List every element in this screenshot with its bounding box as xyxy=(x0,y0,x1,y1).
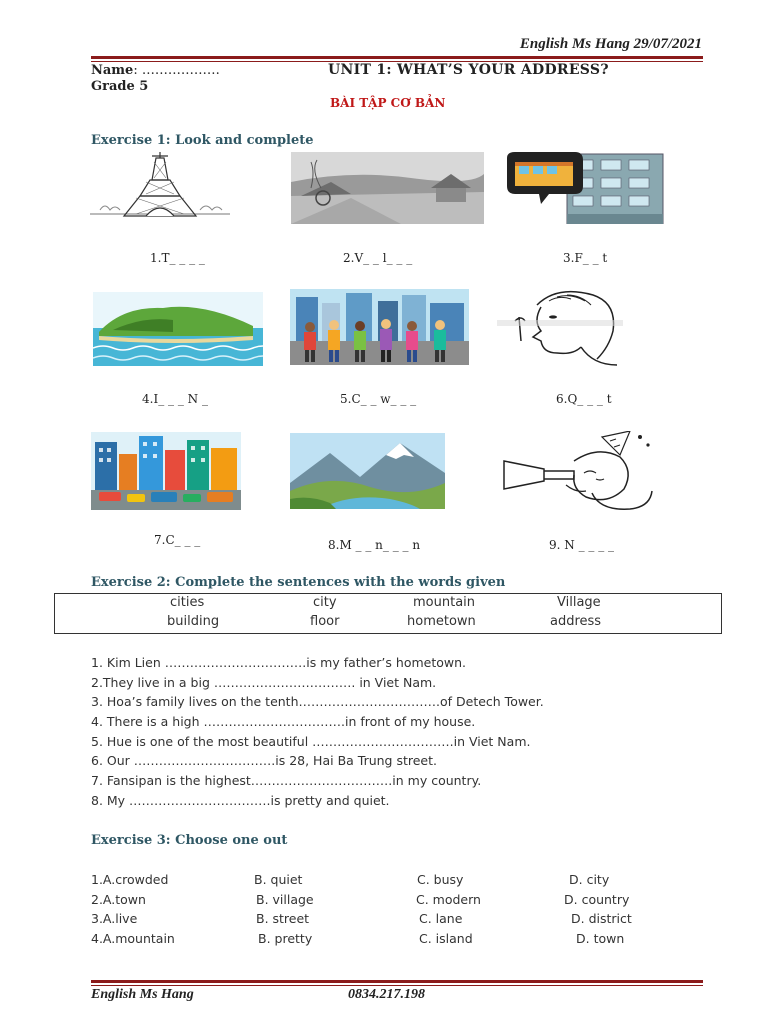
sentence-3: 3. Hoa’s family lives on the tenth…………………………….of Detech Tower. xyxy=(91,694,544,709)
footer-rule-thin xyxy=(91,985,703,986)
exercise1-heading: Exercise 1: Look and complete xyxy=(91,133,314,148)
sentence-4: 4. There is a high …………………………….in front of my house. xyxy=(91,714,476,729)
word-mountain: mountain xyxy=(413,595,476,610)
sentence-7: 7. Fansipan is the highest…………………………….in my country. xyxy=(91,773,482,788)
header-teacher-date: English Ms Hang 29/07/2021 xyxy=(519,36,702,52)
name-label: Name xyxy=(91,63,134,78)
ex3-row2-b: B. village xyxy=(256,892,314,907)
word-city: city xyxy=(313,595,337,610)
word-floor: floor xyxy=(310,614,340,629)
sentence-8: 8. My …………………………….is pretty and quiet. xyxy=(91,793,390,808)
word-box xyxy=(54,593,722,634)
word-hometown: hometown xyxy=(407,614,476,629)
sentence-6: 6. Our …………………………….is 28, Hai Ba Trung street. xyxy=(91,753,437,768)
name-dots: : ……………… xyxy=(133,63,220,78)
ex1-item-9: 9. N _ _ _ _ xyxy=(549,538,615,552)
island-image xyxy=(93,292,263,366)
subtitle: BÀI TẬP CƠ BẢN xyxy=(330,96,446,110)
word-cities: cities xyxy=(170,595,205,610)
footer-phone: 0834.217.198 xyxy=(348,987,425,1002)
ex3-row3-b: B. street xyxy=(256,911,310,926)
village-sketch-image xyxy=(291,152,484,224)
city-image xyxy=(91,432,241,510)
footer-rule-thick xyxy=(91,980,703,983)
ex1-item-6: 6.Q_ _ _ t xyxy=(556,392,612,406)
student-grade: Grade 5 xyxy=(91,79,149,94)
exercise2-heading: Exercise 2: Complete the sentences with the words given xyxy=(91,575,506,590)
ex1-item-5: 5.C_ _ w_ _ _ xyxy=(340,392,417,406)
building-flat-image xyxy=(503,152,665,224)
ex3-row4-d: D. town xyxy=(576,931,625,946)
unit-title: UNIT 1: WHAT’S YOUR ADDRESS? xyxy=(328,62,609,78)
ex3-row1-c: C. busy xyxy=(417,872,464,887)
header-rule-thick xyxy=(91,56,703,59)
word-address: address xyxy=(550,614,602,629)
quiet-girl-image xyxy=(497,287,623,367)
sentence-5: 5. Hue is one of the most beautiful …………………………….in Viet Nam. xyxy=(91,734,531,749)
ex3-row3-c: C. lane xyxy=(419,911,463,926)
ex1-item-7: 7.C_ _ _ xyxy=(154,533,201,547)
word-village: Village xyxy=(557,595,601,610)
exercise3-heading: Exercise 3: Choose one out xyxy=(91,833,288,848)
ex3-row2-d: D. country xyxy=(564,892,630,907)
ex3-row3-d: D. district xyxy=(571,911,632,926)
ex3-row4-a: 4.A.mountain xyxy=(91,931,175,946)
ex3-row2-c: C. modern xyxy=(416,892,481,907)
ex1-item-3: 3.F_ _ t xyxy=(563,251,608,265)
ex1-item-8: 8.M _ _ n_ _ _ n xyxy=(328,538,421,552)
ex3-row4-c: C. island xyxy=(419,931,473,946)
noisy-trumpet-image xyxy=(500,431,662,511)
word-building: building xyxy=(167,614,220,629)
ex1-item-2: 2.V_ _ l_ _ _ xyxy=(343,251,413,265)
crowd-image xyxy=(290,289,469,365)
ex3-row1-d: D. city xyxy=(569,872,610,887)
student-name xyxy=(91,63,220,78)
ex3-row1-a: 1.A.crowded xyxy=(91,872,169,887)
ex3-row1-b: B. quiet xyxy=(254,872,303,887)
footer-teacher: English Ms Hang xyxy=(91,987,194,1002)
eiffel-tower-image xyxy=(90,152,230,224)
ex1-item-1: 1.T_ _ _ _ xyxy=(150,251,205,265)
ex3-row4-b: B. pretty xyxy=(258,931,313,946)
ex3-row2-a: 2.A.town xyxy=(91,892,146,907)
ex3-row3-a: 3.A.live xyxy=(91,911,138,926)
sentence-1: 1. Kim Lien …………………………….is my father’s hometown. xyxy=(91,655,466,670)
sentence-2: 2.They live in a big ……………………………. in Viet Nam. xyxy=(91,675,437,690)
mountain-image xyxy=(290,433,445,509)
ex1-item-4: 4.I_ _ _ N _ xyxy=(142,392,208,406)
